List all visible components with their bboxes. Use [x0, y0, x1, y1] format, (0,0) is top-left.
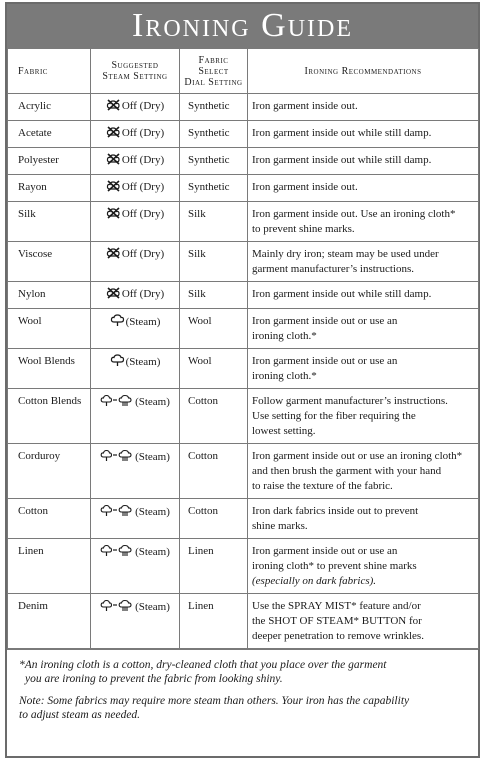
- steam-setting-cell: [91, 539, 180, 594]
- steam-setting-cell: [91, 202, 180, 242]
- recommendation-line: garment manufacturer’s instructions.: [252, 263, 414, 275]
- recommendation-line: to raise the texture of the fabric.: [252, 480, 393, 492]
- table-row: [8, 282, 479, 309]
- fabric-cell: Polyester: [8, 148, 91, 175]
- table-row: [8, 309, 479, 349]
- steam-setting-label: Off (Dry): [121, 248, 165, 260]
- table-row: [8, 202, 479, 242]
- recommendation-line: Iron garment inside out or use an: [252, 545, 398, 557]
- steam-setting-label: Off (Dry): [121, 100, 165, 112]
- dial-setting-cell: Silk: [180, 282, 248, 309]
- steam-note: Note: Some fabrics may require more steam than others. Your iron has the capability to adjust steam as needed.: [19, 695, 410, 721]
- fabric-cell: Nylon: [8, 282, 91, 309]
- recommendation-cell: [248, 175, 479, 202]
- recommendation-line: ironing cloth* to prevent shine marks: [252, 560, 417, 572]
- recommendation-cell: [248, 242, 479, 282]
- steam-setting-label: Off (Dry): [121, 208, 165, 220]
- steam-setting-cell: [91, 148, 180, 175]
- recommendation-cell: [248, 121, 479, 148]
- table-row: [8, 594, 479, 649]
- dial-setting-cell: Silk: [180, 202, 248, 242]
- header-steam-setting: Suggested Steam Setting: [91, 49, 180, 94]
- steam-setting-label: Off (Dry): [121, 154, 165, 166]
- recommendation-line: Follow garment manufacturer’s instructions.: [252, 395, 448, 407]
- fabric-cell: Rayon: [8, 175, 91, 202]
- recommendation-line: the SHOT OF STEAM* BUTTON for: [252, 615, 422, 627]
- fabric-cell: Acetate: [8, 121, 91, 148]
- no-steam-icon: [106, 287, 121, 304]
- table-row: [8, 539, 479, 594]
- table-row: [8, 121, 479, 148]
- no-steam-icon: [106, 126, 121, 143]
- fabric-cell: Viscose: [8, 242, 91, 282]
- fabric-cell: Cotton Blends: [8, 389, 91, 444]
- dial-setting-cell: Cotton: [180, 499, 248, 539]
- steam-range-icon: [100, 394, 134, 412]
- steam-setting-cell: [91, 94, 180, 121]
- steam-setting-cell: [91, 309, 180, 349]
- recommendation-cell: [248, 309, 479, 349]
- fabric-cell: Corduroy: [8, 444, 91, 499]
- recommendation-line: Iron garment inside out.: [252, 181, 358, 193]
- recommendation-cell: [248, 594, 479, 649]
- recommendation-cell: [248, 202, 479, 242]
- no-steam-icon: [106, 247, 121, 264]
- steam-range-icon: [100, 504, 134, 522]
- steam-setting-label: (Steam): [135, 546, 170, 558]
- recommendation-line: Use setting for the fiber requiring the: [252, 410, 416, 422]
- recommendation-cell: [248, 499, 479, 539]
- table-header-row: [8, 49, 479, 94]
- dial-setting-cell: Synthetic: [180, 148, 248, 175]
- steam-setting-cell: [91, 499, 180, 539]
- guide-title: Ironing Guide: [7, 4, 478, 48]
- table-row: [8, 389, 479, 444]
- steam-setting-label: (Steam): [135, 601, 170, 613]
- dial-setting-cell: Linen: [180, 539, 248, 594]
- steam-setting-label: Off (Dry): [121, 288, 165, 300]
- dial-setting-cell: Synthetic: [180, 94, 248, 121]
- recommendation-line: lowest setting.: [252, 425, 316, 437]
- recommendation-line: Mainly dry iron; steam may be used under: [252, 248, 439, 260]
- recommendation-line: Iron garment inside out while still damp.: [252, 154, 432, 166]
- fabric-cell: Silk: [8, 202, 91, 242]
- steam-setting-label: Off (Dry): [121, 181, 165, 193]
- fabric-cell: Cotton: [8, 499, 91, 539]
- steam-setting-cell: [91, 242, 180, 282]
- steam-setting-label: (Steam): [135, 451, 170, 463]
- table-row: [8, 175, 479, 202]
- ironing-table: [7, 48, 479, 649]
- recommendation-line: Iron garment inside out. Use an ironing cloth*: [252, 208, 456, 220]
- recommendation-line: ironing cloth.*: [252, 330, 317, 342]
- table-row: [8, 444, 479, 499]
- steam-icon: [110, 314, 125, 332]
- dial-setting-cell: Cotton: [180, 389, 248, 444]
- recommendation-line: Use the SPRAY MIST* feature and/or: [252, 600, 421, 612]
- recommendation-cell: [248, 94, 479, 121]
- steam-setting-cell: [91, 282, 180, 309]
- recommendation-line: Iron garment inside out or use an: [252, 315, 398, 327]
- steam-setting-label: (Steam): [125, 316, 161, 328]
- steam-setting-label: (Steam): [125, 356, 161, 368]
- steam-range-icon: [100, 449, 134, 467]
- fabric-cell: Acrylic: [8, 94, 91, 121]
- recommendation-line: shine marks.: [252, 520, 308, 532]
- dial-setting-cell: Synthetic: [180, 175, 248, 202]
- dial-setting-cell: Linen: [180, 594, 248, 649]
- dial-setting-cell: Wool: [180, 349, 248, 389]
- fabric-cell: Wool: [8, 309, 91, 349]
- steam-setting-label: (Steam): [135, 396, 170, 408]
- recommendation-cell: [248, 389, 479, 444]
- fabric-cell: Wool Blends: [8, 349, 91, 389]
- steam-setting-cell: [91, 175, 180, 202]
- steam-setting-cell: [91, 444, 180, 499]
- recommendation-line: Iron garment inside out or use an ironing cloth*: [252, 450, 463, 462]
- dial-setting-cell: Cotton: [180, 444, 248, 499]
- recommendation-cell: [248, 539, 479, 594]
- fabric-cell: Denim: [8, 594, 91, 649]
- steam-setting-cell: [91, 349, 180, 389]
- recommendation-line: Iron garment inside out.: [252, 100, 358, 112]
- footnotes: [7, 649, 478, 722]
- fabric-cell: Linen: [8, 539, 91, 594]
- table-row: [8, 242, 479, 282]
- no-steam-icon: [106, 153, 121, 170]
- recommendation-line: Iron dark fabrics inside out to prevent: [252, 505, 419, 517]
- recommendation-cell: [248, 282, 479, 309]
- ironing-cloth-footnote: *An ironing cloth is a cotton, dry-cleaned cloth that you place over the garment you are ironing to prevent the fabric from looking shiny.: [19, 659, 387, 685]
- recommendation-line: deeper penetration to remove wrinkles.: [252, 630, 424, 642]
- steam-range-icon: [100, 599, 134, 617]
- header-recommendations: Ironing Recommendations: [248, 49, 479, 94]
- steam-setting-cell: [91, 121, 180, 148]
- table-row: [8, 148, 479, 175]
- recommendation-italic-note: (especially on dark fabrics).: [252, 575, 377, 587]
- table-row: [8, 349, 479, 389]
- header-fabric: Fabric: [8, 49, 91, 94]
- steam-icon: [110, 354, 125, 372]
- steam-setting-label: Off (Dry): [121, 127, 165, 139]
- recommendation-line: Iron garment inside out while still damp.: [252, 288, 432, 300]
- table-row: [8, 499, 479, 539]
- recommendation-line: Iron garment inside out while still damp.: [252, 127, 432, 139]
- dial-setting-cell: Wool: [180, 309, 248, 349]
- recommendation-line: to prevent shine marks.: [252, 223, 355, 235]
- recommendation-line: and then brush the garment with your hand: [252, 465, 442, 477]
- steam-range-icon: [100, 544, 134, 562]
- no-steam-icon: [106, 99, 121, 116]
- recommendation-cell: [248, 444, 479, 499]
- steam-setting-cell: [91, 594, 180, 649]
- no-steam-icon: [106, 180, 121, 197]
- steam-setting-label: (Steam): [135, 506, 170, 518]
- dial-setting-cell: Silk: [180, 242, 248, 282]
- recommendation-line: ironing cloth.*: [252, 370, 317, 382]
- table-row: [8, 94, 479, 121]
- recommendation-cell: [248, 349, 479, 389]
- header-dial-setting: Fabric Select Dial Setting: [180, 49, 248, 94]
- steam-setting-cell: [91, 389, 180, 444]
- recommendation-line: Iron garment inside out or use an: [252, 355, 398, 367]
- no-steam-icon: [106, 207, 121, 224]
- dial-setting-cell: Synthetic: [180, 121, 248, 148]
- ironing-guide: [5, 2, 480, 758]
- recommendation-cell: [248, 148, 479, 175]
